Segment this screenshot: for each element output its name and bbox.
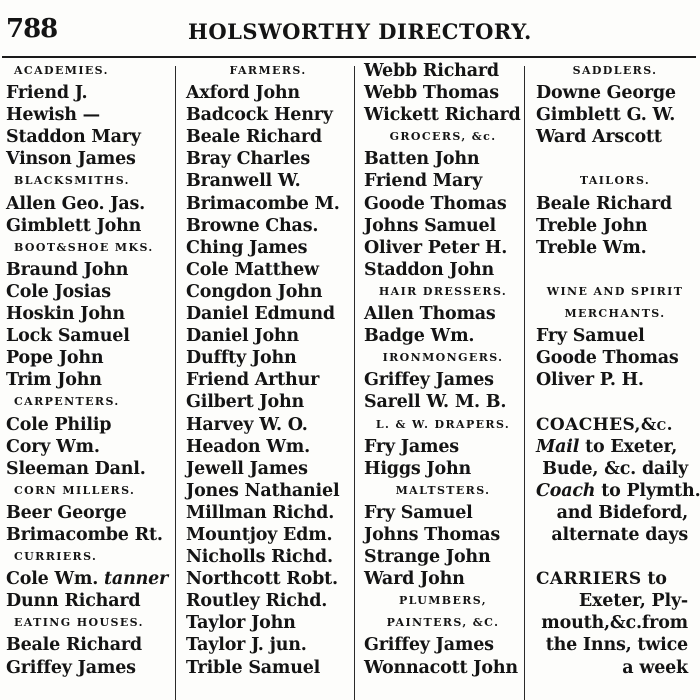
- entry-name: Oliver Peter H.: [364, 237, 508, 258]
- trade-heading: ACADEMIES.: [14, 64, 109, 77]
- notice-line: [530, 480, 700, 502]
- entry-name: Treble Wm.: [536, 237, 647, 258]
- spacer: [530, 546, 700, 568]
- entry-name: Badcock Henry: [186, 105, 333, 126]
- directory-entry: [0, 259, 172, 281]
- entry-name: Headon Wm.: [186, 436, 310, 457]
- entry-name: Branwell W.: [186, 171, 301, 192]
- entry-name: Beale Richard: [536, 193, 672, 214]
- entry-name: Webb Thomas: [364, 83, 499, 104]
- directory-entry: [530, 82, 700, 104]
- trade-heading: MALTSTERS.: [395, 483, 491, 497]
- page-title: HOLSWORTHY DIRECTORY.: [188, 19, 532, 44]
- directory-entry: [358, 104, 528, 126]
- entry-name: Hewish —: [6, 105, 100, 126]
- entry-name: Jewell James: [186, 458, 308, 479]
- entry-name: Northcott Robt.: [186, 569, 338, 590]
- entry-name: Cole Matthew: [186, 259, 319, 280]
- entry-name: Downe George: [536, 83, 676, 104]
- directory-entry: [0, 568, 172, 590]
- notice-line: [530, 436, 700, 458]
- directory-entry: [0, 369, 172, 391]
- entry-name: Brimacombe M.: [186, 193, 340, 214]
- notice-line: a week: [622, 657, 688, 678]
- column-2: [180, 60, 356, 700]
- directory-entry: [0, 325, 172, 347]
- entry-name: Cole Philip: [6, 414, 112, 435]
- section-title: COACHES,&c.: [536, 414, 673, 435]
- directory-entry: [180, 303, 356, 325]
- entry-name: Griffey James: [364, 635, 494, 656]
- entry-name: Webb Richard: [364, 61, 499, 81]
- directory-entry: [358, 325, 528, 347]
- trade-heading: CORN MILLERS.: [14, 483, 136, 497]
- entry-name: Beer George: [6, 502, 127, 523]
- trade-heading: PAINTERS, &C.: [386, 616, 500, 630]
- notice-line: the Inns, twice: [545, 635, 688, 656]
- entry-name: Pope John: [6, 348, 104, 369]
- directory-entry: [0, 104, 172, 126]
- entry-name: Jones Nathaniel: [186, 480, 340, 501]
- entry-name: Hoskin John: [6, 304, 125, 325]
- directory-entry: [358, 568, 528, 590]
- trade-heading: CARPENTERS.: [14, 395, 120, 409]
- entry-name: Gilbert John: [186, 392, 305, 413]
- trade-heading: PLUMBERS,: [399, 594, 487, 608]
- entry-name: Fry Samuel: [536, 326, 645, 347]
- entry-name: Sleeman Danl.: [6, 458, 146, 479]
- entry-name: Cole Josias: [6, 281, 111, 302]
- directory-entry: [358, 634, 528, 656]
- directory-entry: [180, 458, 356, 480]
- directory-entry: [180, 347, 356, 369]
- entry-name: Millman Richd.: [186, 502, 335, 523]
- directory-entry: [0, 634, 172, 656]
- notice-service: Mail: [536, 436, 580, 457]
- entry-name: Goode Thomas: [364, 193, 507, 214]
- notice-line: Bude, &c. daily: [542, 458, 688, 479]
- directory-entry: [180, 480, 356, 502]
- section-heading: [530, 568, 700, 590]
- notice-text: to Exeter,: [579, 436, 678, 457]
- directory-entry: [358, 657, 528, 679]
- entry-name: Fry James: [364, 436, 459, 457]
- entry-name: Johns Thomas: [364, 524, 501, 545]
- entry-name: Ching James: [186, 237, 308, 258]
- directory-entry: [358, 391, 528, 413]
- directory-entry: [530, 369, 700, 391]
- directory-entry: [358, 524, 528, 546]
- entry-name: Dunn Richard: [6, 591, 141, 612]
- directory-entry: [358, 436, 528, 458]
- entry-name: Badge Wm.: [364, 326, 475, 347]
- directory-entry: [180, 215, 356, 237]
- directory-entry: [0, 215, 172, 237]
- notice-service: Coach: [536, 480, 596, 501]
- entry-name: Treble John: [536, 215, 648, 236]
- spacer: [530, 391, 700, 413]
- entry-name: Braund John: [6, 259, 129, 280]
- entry-name: Sarell W. M. B.: [364, 392, 507, 413]
- directory-entry: [0, 590, 172, 612]
- header-rule: [2, 56, 696, 58]
- directory-entry: [180, 170, 356, 192]
- entry-name: Daniel Edmund: [186, 304, 335, 325]
- directory-entry: [358, 148, 528, 170]
- entry-name: Oliver P. H.: [536, 370, 644, 391]
- directory-entry: [0, 193, 172, 215]
- entry-name: Mountjoy Edm.: [186, 524, 333, 545]
- spacer: [530, 259, 700, 281]
- directory-entry: [0, 347, 172, 369]
- entry-name: Vinson James: [6, 149, 136, 170]
- entry-name: Strange John: [364, 547, 491, 568]
- entry-name: Taylor J. jun.: [186, 635, 307, 656]
- directory-entry: [180, 657, 356, 679]
- entry-name: Brimacombe Rt.: [6, 524, 163, 545]
- page-number: 788: [6, 14, 58, 44]
- entry-name: Duffty John: [186, 348, 297, 369]
- directory-entry: [180, 281, 356, 303]
- directory-entry: [180, 436, 356, 458]
- directory-entry: [358, 193, 528, 215]
- directory-entry: [0, 303, 172, 325]
- entry-name: Goode Thomas: [536, 348, 679, 369]
- entry-name: Friend J.: [6, 83, 88, 104]
- entry-name: Fry Samuel: [364, 502, 473, 523]
- directory-entry: [358, 170, 528, 192]
- notice-line: mouth,&c.from: [541, 613, 688, 634]
- directory-entry: [0, 436, 172, 458]
- trade-heading: L. & W. DRAPERS.: [375, 417, 511, 431]
- entry-name: Beale Richard: [6, 635, 142, 656]
- directory-entry: [180, 391, 356, 413]
- directory-entry: [530, 325, 700, 347]
- entry-name: Beale Richard: [186, 127, 322, 148]
- entry-name: Allen Geo. Jas.: [6, 193, 146, 214]
- section-title: CARRIERS: [536, 569, 642, 590]
- entry-name: Wonnacott John: [364, 657, 518, 678]
- entry-name: Browne Chas.: [186, 215, 319, 236]
- directory-entry: [358, 215, 528, 237]
- directory-entry: [358, 259, 528, 281]
- entry-name: Cole Wm.: [6, 569, 99, 590]
- entry-name: Trim John: [6, 370, 102, 391]
- directory-entry: [530, 126, 700, 148]
- directory-entry: [0, 657, 172, 679]
- directory-entry: [180, 369, 356, 391]
- trade-heading: FARMERS.: [229, 64, 307, 77]
- entry-name: Daniel John: [186, 326, 299, 347]
- notice-line: alternate days: [551, 524, 688, 545]
- entry-name: Harvey W. O.: [186, 414, 308, 435]
- directory-entry: [530, 193, 700, 215]
- directory-entry: [530, 104, 700, 126]
- trade-heading: TAILORS.: [579, 174, 651, 188]
- directory-entry: [0, 502, 172, 524]
- trade-heading: BOOT&SHOE MKS.: [14, 240, 154, 254]
- entry-name: Cory Wm.: [6, 436, 100, 457]
- directory-entry: [180, 237, 356, 259]
- column-1: [0, 60, 172, 700]
- directory-entry: [358, 60, 528, 82]
- entry-name: Johns Samuel: [364, 215, 496, 236]
- directory-entry: [358, 303, 528, 325]
- directory-entry: [180, 126, 356, 148]
- entry-name: Batten John: [364, 149, 480, 170]
- trade-heading: MERCHANTS.: [564, 307, 666, 321]
- directory-entry: [358, 369, 528, 391]
- entry-name: Taylor John: [186, 613, 296, 634]
- trade-heading: EATING HOUSES.: [14, 616, 144, 630]
- trade-heading: WINE AND SPIRIT: [546, 284, 684, 298]
- entry-name: Friend Arthur: [186, 370, 320, 391]
- directory-entry: [0, 82, 172, 104]
- section-tail: to: [641, 569, 667, 590]
- entry-name: Friend Mary: [364, 171, 483, 192]
- entry-name: Routley Richd.: [186, 591, 328, 612]
- directory-entry: [358, 502, 528, 524]
- directory-entry: [180, 325, 356, 347]
- entry-name: Nicholls Richd.: [186, 547, 333, 568]
- entry-name: Gimblett G. W.: [536, 105, 676, 126]
- entry-name: Staddon Mary: [6, 127, 141, 148]
- directory-entry: [180, 259, 356, 281]
- entry-name: Staddon John: [364, 259, 495, 280]
- entry-name: Griffey James: [6, 657, 136, 678]
- directory-entry: [358, 82, 528, 104]
- directory-entry: [180, 82, 356, 104]
- directory-entry: [0, 281, 172, 303]
- notice-line: Exeter, Ply-: [578, 591, 688, 612]
- spacer: [530, 148, 700, 170]
- directory-entry: [0, 458, 172, 480]
- entry-name: Trible Samuel: [186, 657, 321, 678]
- trade-heading: CURRIERS.: [14, 550, 98, 564]
- directory-entry: [180, 193, 356, 215]
- directory-entry: [0, 414, 172, 436]
- entry-name: Griffey James: [364, 370, 494, 391]
- column-divider: [175, 66, 176, 700]
- trade-heading: GROCERS, &c.: [389, 130, 497, 144]
- trade-heading: IRONMONGERS.: [382, 351, 504, 365]
- directory-entry: [180, 104, 356, 126]
- trade-heading: HAIR DRESSERS.: [378, 284, 508, 298]
- column-4: [530, 60, 700, 700]
- entry-name: Congdon John: [186, 281, 323, 302]
- directory-entry: [180, 546, 356, 568]
- entry-name: Bray Charles: [186, 149, 311, 170]
- directory-entry: [180, 502, 356, 524]
- directory-entry: [0, 524, 172, 546]
- notice-line: and Bideford,: [556, 502, 688, 523]
- section-heading: [530, 414, 700, 436]
- trade-heading: BLACKSMITHS.: [14, 174, 130, 188]
- notice-text: to Plymth.: [595, 480, 700, 501]
- entry-name: Wickett Richard: [364, 105, 521, 126]
- directory-entry: [180, 634, 356, 656]
- entry-name: Higgs John: [364, 458, 471, 479]
- column-3: [358, 60, 528, 700]
- entry-name: Axford John: [186, 83, 300, 104]
- page-header: [0, 0, 700, 52]
- entry-name: Ward John: [364, 569, 465, 590]
- directory-entry: [530, 237, 700, 259]
- directory-entry: [530, 347, 700, 369]
- entry-name: Lock Samuel: [6, 326, 130, 347]
- directory-entry: [358, 458, 528, 480]
- directory-entry: [180, 568, 356, 590]
- entry-name: Allen Thomas: [364, 304, 496, 325]
- entry-name: Ward Arscott: [536, 127, 662, 148]
- directory-entry: [530, 215, 700, 237]
- trade-heading: SADDLERS.: [572, 64, 658, 77]
- directory-entry: [180, 612, 356, 634]
- directory-entry: [180, 590, 356, 612]
- directory-entry: [180, 414, 356, 436]
- directory-entry: [358, 237, 528, 259]
- directory-entry: [0, 126, 172, 148]
- directory-entry: [180, 524, 356, 546]
- entry-note: tanner: [104, 569, 169, 590]
- directory-entry: [0, 148, 172, 170]
- entry-name: Gimblett John: [6, 215, 142, 236]
- directory-entry: [358, 546, 528, 568]
- directory-entry: [180, 148, 356, 170]
